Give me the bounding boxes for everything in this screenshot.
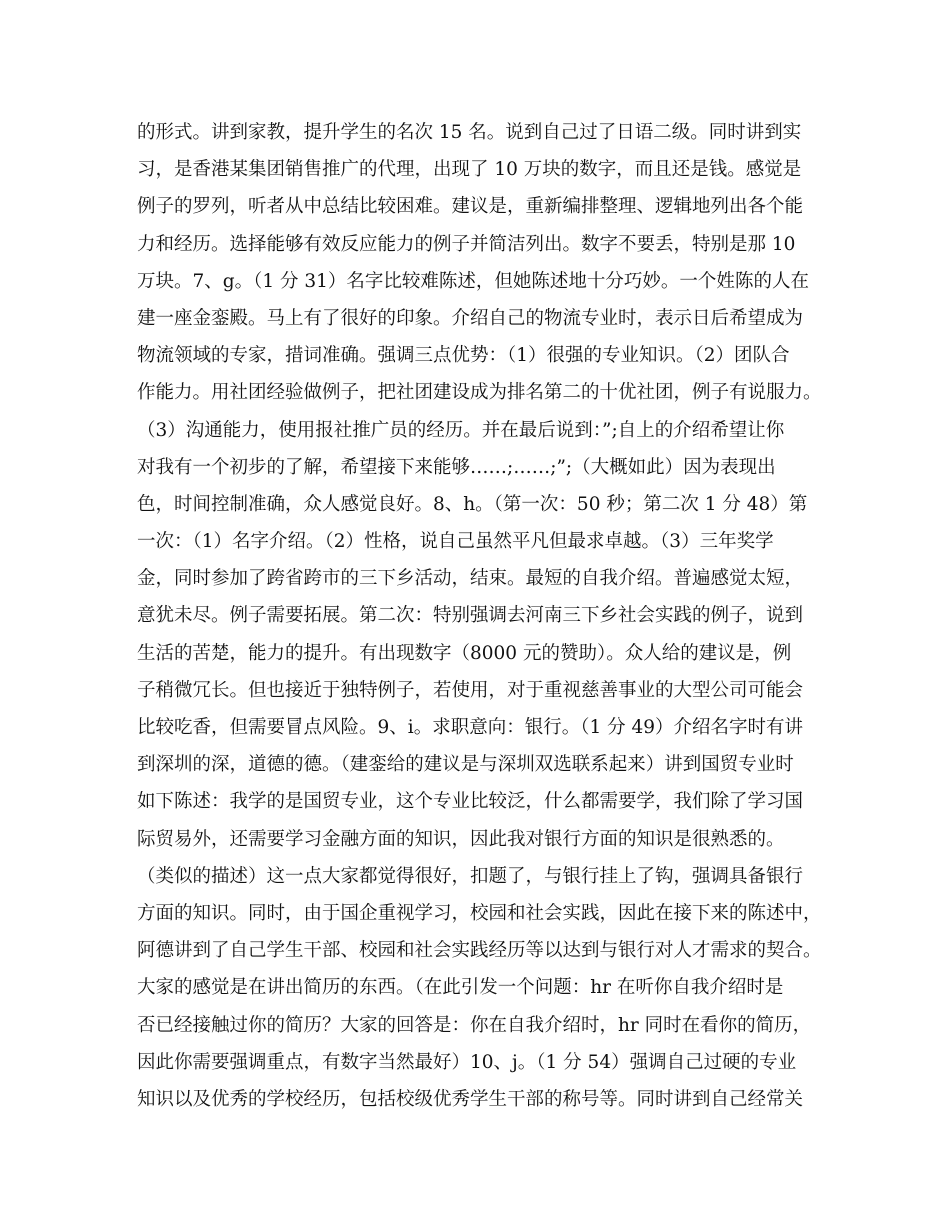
text-line: 对我有一个初步的了解，希望接下来能够……;……;”;（大概如此）因为表现出 [137,456,776,478]
text-line: 比较吃香，但需要冒点风险。9、i。求职意向：银行。（1 分 49）介绍名字时有讲 [137,717,804,738]
text-line: 阿德讲到了自己学生干部、校园和社会实践经历等以达到与银行对人才需求的契合。 [137,940,822,962]
body-text [137,114,827,1118]
text-line: 子稍微冗长。但也接近于独特例子，若使用，对于重视慈善事业的大型公司可能会 [137,679,804,701]
text-line: 例子的罗列，听者从中总结比较困难。建议是，重新编排整理、逻辑地列出各个能 [137,196,804,218]
text-line: 方面的知识。同时，由于国企重视学习，校园和社会实践，因此在接下来的陈述中， [137,902,822,924]
text-line: 际贸易外，还需要学习金融方面的知识，因此我对银行方面的知识是很熟悉的。 [137,828,785,850]
text-line: （类似的描述）这一点大家都觉得很好，扣题了，与银行挂上了钩，强调具备银行 [137,865,804,887]
text-line: 因此你需要强调重点，有数字当然最好）10、j。（1 分 54）强调自己过硬的专业 [137,1051,797,1073]
text-line: 知识以及优秀的学校经历，包括校级优秀学生干部的称号等。同时讲到自己经常关 [137,1088,804,1110]
text-line: 的形式。讲到家教，提升学生的名次 15 名。说到自己过了日语二级。同时讲到实 [137,122,802,143]
text-line: 建一座金銮殿。马上有了很好的印象。介绍自己的物流专业时，表示日后希望成为 [137,307,804,329]
text-line: 习，是香港某集团销售推广的代理，出现了 10 万块的数字，而且还是钱。感觉是 [137,159,802,181]
text-line: 物流领域的专家，措词准确。强调三点优势：（1）很强的专业知识。（2）团队合 [137,345,790,367]
text-line: 作能力。用社团经验做例子，把社团建设成为排名第二的十优社团，例子有说服力。 [137,382,822,404]
text-line: 大家的感觉是在讲出简历的东西。（在此引发一个问题：hr 在听你自我介绍时是 [137,977,784,999]
text-line: 力和经历。选择能够有效反应能力的例子并简洁列出。数字不要丢，特别是那 10 [137,233,796,255]
text-line: 如下陈述：我学的是国贸专业，这个专业比较泛，什么都需要学，我们除了学习国 [137,791,804,813]
text-line: 金，同时参加了跨省跨市的三下乡活动，结束。最短的自我介绍。普遍感觉太短， [137,568,804,590]
text-line: 意犹未尽。例子需要拓展。第二次：特别强调去河南三下乡社会实践的例子，说到 [137,605,804,627]
text-line: 色，时间控制准确，众人感觉良好。8、h。（第一次：50 秒；第二次 1 分 48）第 [137,493,808,515]
text-line: 否已经接触过你的简历？大家的回答是：你在自我介绍时，hr 同时在看你的简历， [137,1014,812,1036]
text-line: 生活的苦楚，能力的提升。有出现数字（8000 元的赞助）。众人给的建议是，例 [137,642,792,664]
text-line: 一次：（1）名字介绍。（2）性格，说自己虽然平凡但最求卓越。（3）三年奖学 [137,531,774,553]
text-line: 到深圳的深，道德的德。（建銮给的建议是与深圳双选联系起来）讲到国贸专业时 [137,754,794,776]
text-line: 万块。7、g。（1 分 31）名字比较难陈述，但她陈述地十分巧妙。一个姓陈的人在 [137,270,809,292]
text-line: （3）沟通能力，使用报社推广员的经历。并在最后说到：”;自上的介绍希望让你 [137,419,785,441]
